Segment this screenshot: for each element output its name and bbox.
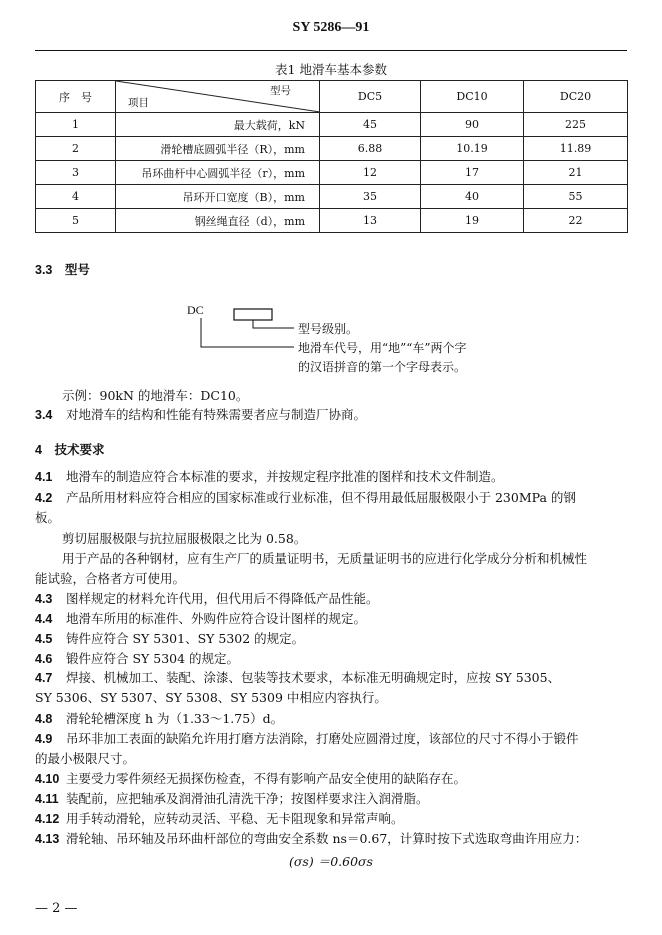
clause-4-9 — [35, 729, 579, 749]
clause-4-6 — [35, 649, 239, 669]
table-row — [36, 137, 628, 161]
row-seq: 4 — [36, 185, 116, 209]
model-level-label: 型号级别。 — [298, 322, 359, 336]
row-value: 21 — [524, 161, 628, 185]
clause-text: 锻件应符合 SY 5304 的规定。 — [66, 651, 240, 666]
model-prefix: DC — [187, 303, 204, 317]
row-value: 13 — [320, 209, 421, 233]
clause-4-7 — [35, 668, 560, 688]
clause-text: 焊接、机械加工、装配、涂漆、包装等技术要求，本标准无明确规定时，应按 SY 5305、 — [66, 670, 561, 685]
row-value: 17 — [421, 161, 524, 185]
clause-number: 4.5 — [35, 632, 53, 646]
clause-number: 4.10 — [35, 772, 60, 786]
table-header-row — [36, 81, 628, 113]
clause-number: 4.3 — [35, 592, 53, 606]
clause-text: 产品所用材料应符合相应的国家标准或行业标准，但不得用最低屈服极限小于 230MPa 的钢 — [66, 490, 576, 505]
clause-text: 用手转动滑轮，应转动灵活、平稳、无卡阻现象和异常声响。 — [66, 811, 404, 826]
section-heading-4: 4 技术要求 — [35, 443, 105, 457]
row-value: 225 — [524, 113, 628, 137]
clause-4-3 — [35, 589, 379, 609]
clause-4-4 — [35, 609, 366, 629]
diagonal-header-cell — [116, 81, 320, 113]
row-item: 滑轮槽底圆弧半径（R），mm — [116, 137, 320, 161]
clause-4-1 — [35, 467, 504, 487]
clause-number: 4.8 — [35, 712, 53, 726]
clause-number: 4.6 — [35, 652, 53, 666]
clause-number: 4.13 — [35, 832, 60, 846]
model-header-dc20: DC20 — [524, 81, 628, 113]
row-seq: 1 — [36, 113, 116, 137]
diag-type-label: 型号 — [270, 85, 291, 97]
row-item: 最大载荷，kN — [116, 113, 320, 137]
page-number: — 2 — — [35, 901, 78, 916]
clause-4-2-steel-2: 能试验，合格者方可使用。 — [35, 571, 186, 586]
clause-4-5 — [35, 629, 304, 649]
clause-4-2-shear: 剪切屈服极限与抗拉屈服极限之比为 0.58。 — [62, 531, 307, 546]
row-value: 12 — [320, 161, 421, 185]
parameter-table — [35, 80, 628, 233]
clause-4-13 — [35, 829, 587, 849]
row-item: 吊环开口宽度（B），mm — [116, 185, 320, 209]
clause-number: 4.4 — [35, 612, 53, 626]
section-heading-3-3: 3.3 型号 — [35, 263, 90, 277]
clause-4-8 — [35, 709, 283, 729]
model-header-dc10: DC10 — [421, 81, 524, 113]
clause-text: 吊环非加工表面的缺陷允许用打磨方法消除，打磨处应圆滑过度，该部位的尺寸不得小于锻件 — [66, 731, 579, 746]
row-value: 90 — [421, 113, 524, 137]
model-header-dc5: DC5 — [320, 81, 421, 113]
clause-text: 铸件应符合 SY 5301、SY 5302 的规定。 — [66, 631, 305, 646]
row-value: 11.89 — [524, 137, 628, 161]
table-caption: 表1 地滑车基本参数 — [275, 62, 387, 77]
table-row — [36, 209, 628, 233]
row-seq: 3 — [36, 161, 116, 185]
clause-text: 装配前，应把轴承及润滑油孔清洗干净；按图样要求注入润滑脂。 — [66, 791, 429, 806]
row-value: 10.19 — [421, 137, 524, 161]
clause-text: 主要受力零件须经无损探伤检查，不得有影响产品安全使用的缺陷存在。 — [66, 771, 467, 786]
clause-text: 滑轮轴、吊环轴及吊环曲杆部位的弯曲安全系数 ns＝0.67，计算时按下式选取弯曲许用应力： — [66, 831, 588, 846]
model-diagram-lines — [190, 300, 300, 360]
clause-text: 地滑车所用的标准件、外购件应符合设计图样的规定。 — [66, 611, 367, 626]
model-code-label-2: 的汉语拼音的第一个字母表示。 — [298, 360, 467, 374]
clause-number: 4.12 — [35, 812, 60, 826]
clause-4-11 — [35, 789, 429, 809]
clause-number: 4.1 — [35, 470, 53, 484]
clause-4-2-steel-1: 用于产品的各种钢材，应有生产厂的质量证明书，无质量证明书的应进行化学成分分析和机械性 — [62, 551, 588, 566]
clause-text: 滑轮轮槽深度 h 为（1.33～1.75）d。 — [66, 711, 284, 726]
row-seq: 5 — [36, 209, 116, 233]
bending-stress-formula: (σs) ＝0.60σs — [289, 854, 373, 869]
clause-number: 4.11 — [35, 792, 59, 806]
clause-number: 4.7 — [35, 671, 53, 685]
row-seq: 2 — [36, 137, 116, 161]
row-item: 钢丝绳直径（d），mm — [116, 209, 320, 233]
clause-text: 图样规定的材料允许代用，但代用后不得降低产品性能。 — [66, 591, 379, 606]
clause-text: 对地滑车的结构和性能有特殊需要者应与制造厂协商。 — [66, 407, 367, 422]
col-seq-header: 序 号 — [36, 81, 116, 113]
table-row — [36, 113, 628, 137]
row-value: 55 — [524, 185, 628, 209]
clause-4-9-cont: 的最小极限尺寸。 — [35, 751, 136, 766]
clause-4-2 — [35, 488, 576, 508]
clause-number: 3.4 — [35, 408, 53, 422]
clause-4-7-cont: SY 5306、SY 5307、SY 5308、SY 5309 中相应内容执行。 — [35, 690, 387, 705]
row-item: 吊环曲杆中心圆弧半径（r），mm — [116, 161, 320, 185]
row-value: 40 — [421, 185, 524, 209]
row-value: 6.88 — [320, 137, 421, 161]
row-value: 45 — [320, 113, 421, 137]
header-rule — [35, 50, 627, 51]
clause-number: 4.9 — [35, 732, 53, 746]
standard-code: SY 5286—91 — [292, 20, 370, 35]
diag-item-label: 项目 — [128, 97, 149, 109]
clause-4-12 — [35, 809, 404, 829]
row-value: 35 — [320, 185, 421, 209]
table-row — [36, 185, 628, 209]
example-text: 示例：90kN 的地滑车：DC10。 — [62, 388, 249, 403]
clause-3-4 — [35, 405, 366, 425]
clause-number: 4.2 — [35, 491, 53, 505]
table-row — [36, 161, 628, 185]
clause-4-2-cont: 板。 — [35, 510, 61, 525]
clause-text: 地滑车的制造应符合本标准的要求，并按规定程序批准的图样和技术文件制造。 — [66, 469, 504, 484]
model-code-label-1: 地滑车代号，用“地”“车”两个字 — [298, 341, 467, 355]
clause-4-10 — [35, 769, 466, 789]
row-value: 22 — [524, 209, 628, 233]
row-value: 19 — [421, 209, 524, 233]
